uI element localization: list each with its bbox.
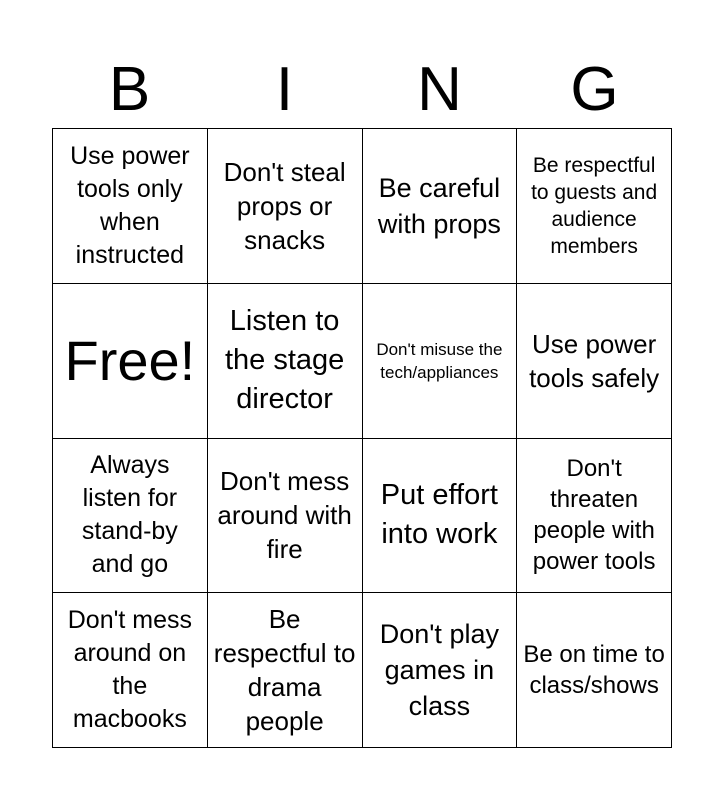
bingo-header [52,52,672,128]
header-letter-b: B [108,55,151,124]
cell-text: Be respectful to drama people [213,604,356,737]
cell-text: Always listen for stand-by and go [81,451,178,579]
bingo-cell[interactable] [363,593,518,748]
cell-text: Be respectful to guests and audience members [531,153,658,258]
cell-text: Don't mess around on the macbooks [67,606,192,734]
bingo-cell[interactable] [517,129,672,284]
free-space-text: Free! [64,328,196,392]
bingo-cell[interactable] [517,439,672,594]
bingo-cell[interactable] [517,593,672,748]
bingo-cell[interactable] [363,284,518,439]
bingo-cell[interactable] [517,284,672,439]
bingo-cell[interactable] [208,439,363,594]
bingo-cell[interactable] [53,129,208,284]
bingo-cell[interactable] [363,439,518,594]
cell-text: Don't misuse the tech/appliances [376,339,503,382]
bingo-cell[interactable] [363,129,518,284]
cell-text: Don't threaten people with power tools [532,455,656,576]
bingo-cell[interactable] [208,593,363,748]
free-space-cell[interactable] [53,284,208,439]
cell-text: Be careful with props [377,172,501,239]
header-letter-g: G [570,55,619,124]
bingo-cell[interactable] [208,129,363,284]
cell-text: Listen to the stage director [224,305,345,416]
cell-text: Use power tools safely [529,328,660,393]
cell-text: Be on time to class/shows [523,641,665,700]
header-letter-n: N [417,55,462,124]
cell-text: Put effort into work [380,479,498,551]
cell-text: Don't play games in class [379,619,499,722]
cell-text: Don't mess around with fire [217,466,352,565]
bingo-grid [52,128,672,748]
header-letter-i: I [275,55,294,124]
bingo-cell[interactable] [53,439,208,594]
cell-text: Use power tools only when instructed [70,141,190,269]
cell-text: Don't steal props or snacks [223,156,346,255]
bingo-cell[interactable] [208,284,363,439]
bingo-cell[interactable] [53,593,208,748]
